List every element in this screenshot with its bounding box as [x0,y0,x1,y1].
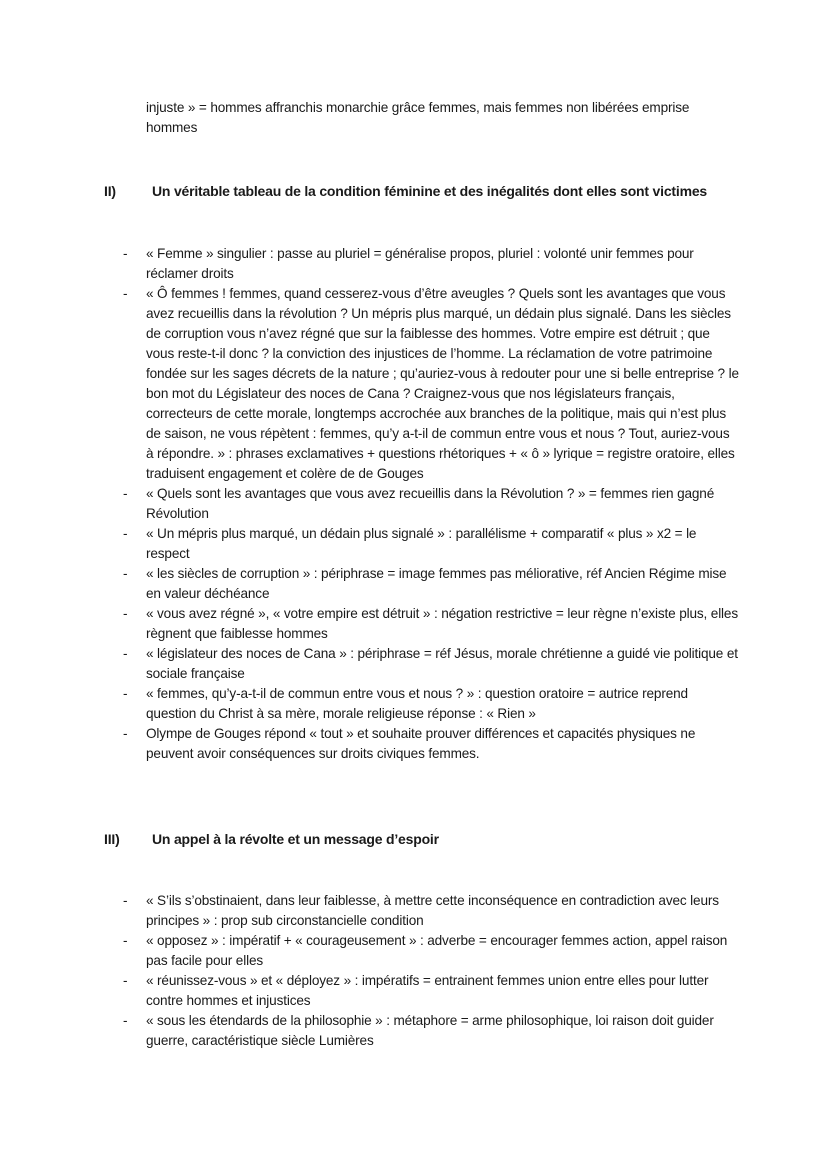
bullet-dash: - [123,526,128,541]
bullet-dash: - [123,1013,128,1028]
section-title: Un appel à la révolte et un message d’espoir [152,831,439,847]
bullet-dash: - [123,973,128,988]
list-item [118,891,740,931]
bullet-dash: - [123,893,128,908]
list-item-text: « opposez » : impératif + « courageusement » : adverbe = encourager femmes action, appel raison pas facile pour elles [146,933,728,968]
section-3-bullet-list [118,891,740,1051]
list-item-text: « Femme » singulier : passe au pluriel = généralise propos, pluriel : volonté unir femmes pour réclamer droits [146,246,694,281]
bullet-dash: - [123,246,128,261]
list-item [118,484,740,524]
section-title: Un véritable tableau de la condition féminine et des inégalités dont elles sont victimes [152,183,707,199]
list-item [118,684,740,724]
bullet-dash: - [123,646,128,661]
list-item-text: « sous les étendards de la philosophie » : métaphore = arme philosophique, loi raison doit guider guerre, caractéristique siècle Lumières [146,1013,714,1048]
list-item [118,644,740,684]
list-item [118,971,740,1011]
list-item-text: « vous avez régné », « votre empire est détruit » : négation restrictive = leur règne n’existe plus, elles règnent que faiblesse hommes [146,606,738,641]
list-item [118,604,740,644]
bullet-dash: - [123,933,128,948]
list-item [118,1011,740,1051]
section-number: II) [104,183,116,199]
intro-continuation: injuste » = hommes affranchis monarchie grâce femmes, mais femmes non libérées emprise hommes [146,100,690,135]
list-item [118,931,740,971]
section-heading-3 [104,829,439,849]
bullet-dash: - [123,566,128,581]
list-item [118,284,740,484]
list-item-text: « Ô femmes ! femmes, quand cesserez-vous d’être aveugles ? Quels sont les avantages que vous avez recueillis dans la révolution ? Un mépris plus marqué, un dédain plus signalé. Dans les siècles de corruption vous n’avez régné que sur la faiblesse des hommes. Votre empire est détruit ; que vous reste-t-il donc ? la conviction des injustices de l’homme. La réclamation de votre patrimoine fondée sur les sages décrets de la nature ; qu’auriez-vous à redouter pour une si belle entreprise ? le bon mot du Législateur des noces de Cana ? Craignez-vous que nos législateurs français, correcteurs de cette morale, longtemps accrochée aux branches de la politique, mais qui n’est plus de saison, ne vous répètent : femmes, qu’y a-t-il de commun entre vous et nous ? Tout, auriez-vous à répondre. » : phrases exclamatives + questions rhétoriques + « ô » lyrique = registre oratoire, elles traduisent engagement et colère de de Gouges [146,286,739,481]
bullet-dash: - [123,606,128,621]
list-item [118,724,740,764]
bullet-dash: - [123,286,128,301]
section-2-bullet-list [118,244,740,764]
list-item-text: « S’ils s’obstinaient, dans leur faiblesse, à mettre cette inconséquence en contradiction avec leurs principes » : prop sub circonstancielle condition [146,893,719,928]
bullet-dash: - [123,686,128,701]
list-item-text: « Un mépris plus marqué, un dédain plus signalé » : parallélisme + comparatif « plus » x2 = le respect [146,526,697,561]
section-number: III) [104,831,120,847]
bullet-dash: - [123,486,128,501]
list-item [118,564,740,604]
list-item [118,244,740,284]
bullet-dash: - [123,726,128,741]
list-item-text: « les siècles de corruption » : périphrase = image femmes pas méliorative, réf Ancien Régime mise en valeur déchéance [146,566,727,601]
section-heading-2 [104,181,707,201]
list-item-text: Olympe de Gouges répond « tout » et souhaite prouver différences et capacités physiques ne peuvent avoir conséquences sur droits civiques femmes. [146,726,696,761]
list-item-text: « législateur des noces de Cana » : périphrase = réf Jésus, morale chrétienne a guidé vie politique et sociale française [146,646,738,681]
list-item-text: « réunissez-vous » et « déployez » : impératifs = entrainent femmes union entre elles pour lutter contre hommes et injustices [146,973,709,1008]
list-item-text: « Quels sont les avantages que vous avez recueillis dans la Révolution ? » = femmes rien gagné Révolution [146,486,715,521]
list-item-text: « femmes, qu’y-a-t-il de commun entre vous et nous ? » : question oratoire = autrice reprend question du Christ à sa mère, morale religieuse réponse : « Rien » [146,686,688,721]
list-item [118,524,740,564]
